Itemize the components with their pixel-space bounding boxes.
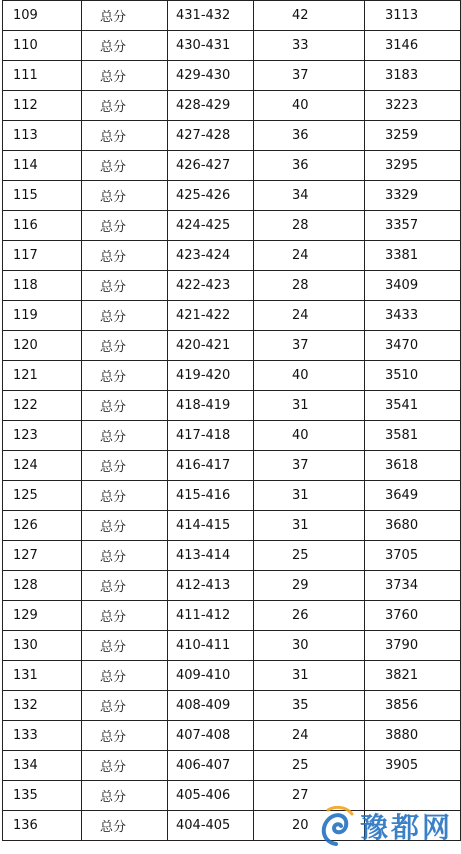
- rank-cell: 113: [3, 121, 82, 151]
- score-table-sheet: [2, 0, 458, 852]
- table-row: [3, 361, 461, 391]
- count-cell: 30: [254, 631, 365, 661]
- table-row: [3, 391, 461, 421]
- subject-cell: 总分: [82, 511, 168, 541]
- rank-cell: 132: [3, 691, 82, 721]
- subject-cell: 总分: [82, 631, 168, 661]
- rank-cell: 112: [3, 91, 82, 121]
- score-range-cell: 420-421: [168, 331, 254, 361]
- cumulative-cell: 3880: [365, 721, 461, 751]
- count-cell: 26: [254, 601, 365, 631]
- table-row: [3, 601, 461, 631]
- subject-cell: 总分: [82, 571, 168, 601]
- cumulative-cell: [365, 781, 461, 811]
- score-range-cell: 411-412: [168, 601, 254, 631]
- subject-cell: 总分: [82, 421, 168, 451]
- rank-cell: 124: [3, 451, 82, 481]
- table-row: [3, 571, 461, 601]
- table-row: [3, 61, 461, 91]
- score-range-cell: 428-429: [168, 91, 254, 121]
- score-range-cell: 410-411: [168, 631, 254, 661]
- table-row: [3, 301, 461, 331]
- table-row: [3, 541, 461, 571]
- subject-cell: 总分: [82, 61, 168, 91]
- table-row: [3, 121, 461, 151]
- rank-cell: 136: [3, 811, 82, 841]
- table-row: [3, 421, 461, 451]
- rank-cell: 130: [3, 631, 82, 661]
- table-body: [3, 1, 461, 841]
- score-range-cell: 424-425: [168, 211, 254, 241]
- cumulative-cell: 3183: [365, 61, 461, 91]
- count-cell: 33: [254, 31, 365, 61]
- rank-cell: 128: [3, 571, 82, 601]
- count-cell: 40: [254, 91, 365, 121]
- table-row: [3, 181, 461, 211]
- subject-cell: 总分: [82, 331, 168, 361]
- rank-cell: 118: [3, 271, 82, 301]
- table-row: [3, 661, 461, 691]
- subject-cell: 总分: [82, 721, 168, 751]
- rank-cell: 135: [3, 781, 82, 811]
- subject-cell: 总分: [82, 661, 168, 691]
- count-cell: 40: [254, 421, 365, 451]
- subject-cell: 总分: [82, 271, 168, 301]
- table-row: [3, 271, 461, 301]
- cumulative-cell: 3618: [365, 451, 461, 481]
- cumulative-cell: 3581: [365, 421, 461, 451]
- count-cell: 24: [254, 241, 365, 271]
- score-range-cell: 416-417: [168, 451, 254, 481]
- rank-cell: 125: [3, 481, 82, 511]
- score-range-cell: 421-422: [168, 301, 254, 331]
- subject-cell: 总分: [82, 151, 168, 181]
- score-range-cell: 419-420: [168, 361, 254, 391]
- table-row: [3, 31, 461, 61]
- cumulative-cell: 3409: [365, 271, 461, 301]
- count-cell: 37: [254, 61, 365, 91]
- table-row: [3, 751, 461, 781]
- count-cell: 35: [254, 691, 365, 721]
- score-range-cell: 426-427: [168, 151, 254, 181]
- cumulative-cell: 3259: [365, 121, 461, 151]
- count-cell: 25: [254, 751, 365, 781]
- cumulative-cell: 3856: [365, 691, 461, 721]
- cumulative-cell: 3433: [365, 301, 461, 331]
- cumulative-cell: 3734: [365, 571, 461, 601]
- rank-cell: 127: [3, 541, 82, 571]
- count-cell: 27: [254, 781, 365, 811]
- rank-cell: 109: [3, 1, 82, 31]
- table-row: [3, 631, 461, 661]
- subject-cell: 总分: [82, 691, 168, 721]
- subject-cell: 总分: [82, 301, 168, 331]
- rank-cell: 110: [3, 31, 82, 61]
- rank-cell: 121: [3, 361, 82, 391]
- count-cell: 28: [254, 271, 365, 301]
- cumulative-cell: 3295: [365, 151, 461, 181]
- count-cell: 37: [254, 331, 365, 361]
- cumulative-cell: 3649: [365, 481, 461, 511]
- rank-cell: 115: [3, 181, 82, 211]
- table-row: [3, 811, 461, 841]
- score-range-cell: 427-428: [168, 121, 254, 151]
- count-cell: 24: [254, 721, 365, 751]
- score-range-cell: 429-430: [168, 61, 254, 91]
- rank-cell: 131: [3, 661, 82, 691]
- subject-cell: 总分: [82, 91, 168, 121]
- cumulative-cell: 3357: [365, 211, 461, 241]
- score-range-cell: 422-423: [168, 271, 254, 301]
- cumulative-cell: 3510: [365, 361, 461, 391]
- subject-cell: 总分: [82, 541, 168, 571]
- count-cell: 28: [254, 211, 365, 241]
- cumulative-cell: 3821: [365, 661, 461, 691]
- cumulative-cell: 3381: [365, 241, 461, 271]
- rank-cell: 133: [3, 721, 82, 751]
- count-cell: 31: [254, 391, 365, 421]
- score-range-cell: 431-432: [168, 1, 254, 31]
- watermark-text: 豫都网: [359, 811, 453, 844]
- count-cell: 31: [254, 511, 365, 541]
- cumulative-cell: 3905: [365, 751, 461, 781]
- rank-cell: 134: [3, 751, 82, 781]
- table-row: [3, 451, 461, 481]
- subject-cell: 总分: [82, 451, 168, 481]
- subject-cell: 总分: [82, 181, 168, 211]
- rank-cell: 123: [3, 421, 82, 451]
- rank-cell: 114: [3, 151, 82, 181]
- count-cell: 36: [254, 151, 365, 181]
- subject-cell: 总分: [82, 1, 168, 31]
- table-row: [3, 211, 461, 241]
- score-range-cell: 406-407: [168, 751, 254, 781]
- cumulative-cell: 3470: [365, 331, 461, 361]
- score-range-cell: 414-415: [168, 511, 254, 541]
- cumulative-cell: 3705: [365, 541, 461, 571]
- table-row: [3, 721, 461, 751]
- score-range-cell: 409-410: [168, 661, 254, 691]
- count-cell: 31: [254, 661, 365, 691]
- subject-cell: 总分: [82, 361, 168, 391]
- table-row: [3, 511, 461, 541]
- count-cell: 24: [254, 301, 365, 331]
- rank-cell: 119: [3, 301, 82, 331]
- score-range-cell: 417-418: [168, 421, 254, 451]
- subject-cell: 总分: [82, 601, 168, 631]
- subject-cell: 总分: [82, 211, 168, 241]
- table-row: [3, 691, 461, 721]
- score-range-cell: 408-409: [168, 691, 254, 721]
- count-cell: 25: [254, 541, 365, 571]
- table-row: [3, 151, 461, 181]
- rank-cell: 122: [3, 391, 82, 421]
- count-cell: 36: [254, 121, 365, 151]
- table-row: [3, 781, 461, 811]
- rank-cell: 126: [3, 511, 82, 541]
- cumulative-cell: 3113: [365, 1, 461, 31]
- score-distribution-table: [2, 0, 461, 841]
- table-row: [3, 241, 461, 271]
- count-cell: 40: [254, 361, 365, 391]
- cumulative-cell: 3680: [365, 511, 461, 541]
- table-row: [3, 481, 461, 511]
- subject-cell: 总分: [82, 481, 168, 511]
- cumulative-cell: 3760: [365, 601, 461, 631]
- subject-cell: 总分: [82, 121, 168, 151]
- score-range-cell: 418-419: [168, 391, 254, 421]
- subject-cell: 总分: [82, 391, 168, 421]
- score-range-cell: 415-416: [168, 481, 254, 511]
- subject-cell: 总分: [82, 811, 168, 841]
- count-cell: 42: [254, 1, 365, 31]
- score-range-cell: 405-406: [168, 781, 254, 811]
- cumulative-cell: 3541: [365, 391, 461, 421]
- count-cell: 37: [254, 451, 365, 481]
- count-cell: 34: [254, 181, 365, 211]
- rank-cell: 116: [3, 211, 82, 241]
- rank-cell: 117: [3, 241, 82, 271]
- score-range-cell: 425-426: [168, 181, 254, 211]
- subject-cell: 总分: [82, 31, 168, 61]
- score-range-cell: 407-408: [168, 721, 254, 751]
- count-cell: 31: [254, 481, 365, 511]
- subject-cell: 总分: [82, 751, 168, 781]
- rank-cell: 111: [3, 61, 82, 91]
- subject-cell: 总分: [82, 781, 168, 811]
- cumulative-cell: 3790: [365, 631, 461, 661]
- count-cell: 29: [254, 571, 365, 601]
- cumulative-cell: 3146: [365, 31, 461, 61]
- table-row: [3, 331, 461, 361]
- rank-cell: 120: [3, 331, 82, 361]
- table-row: [3, 1, 461, 31]
- cumulative-cell: 3223: [365, 91, 461, 121]
- subject-cell: 总分: [82, 241, 168, 271]
- score-range-cell: 413-414: [168, 541, 254, 571]
- cumulative-cell: 3329: [365, 181, 461, 211]
- score-range-cell: 412-413: [168, 571, 254, 601]
- score-range-cell: 404-405: [168, 811, 254, 841]
- score-range-cell: 430-431: [168, 31, 254, 61]
- score-range-cell: 423-424: [168, 241, 254, 271]
- cumulative-cell: [365, 811, 461, 841]
- count-cell: 20: [254, 811, 365, 841]
- rank-cell: 129: [3, 601, 82, 631]
- table-row: [3, 91, 461, 121]
